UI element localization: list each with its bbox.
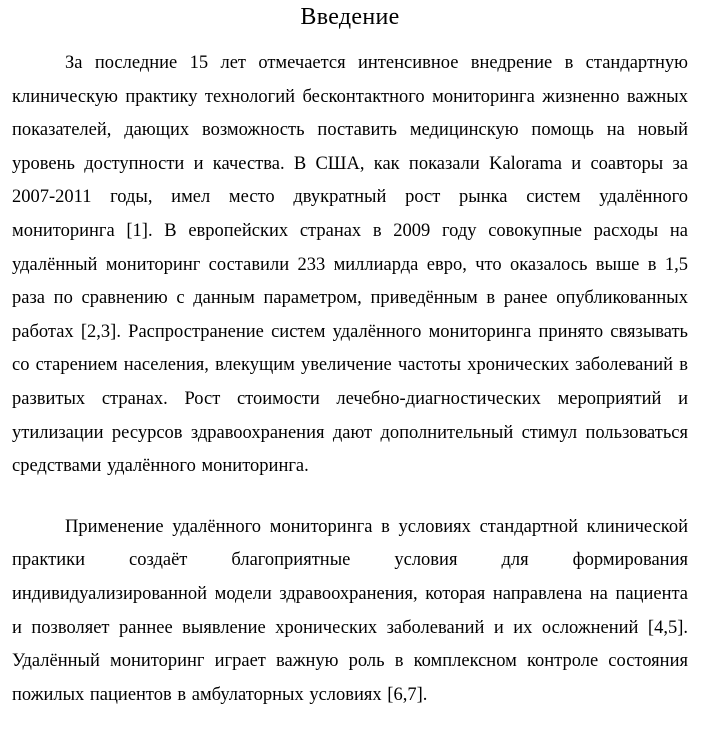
paragraph-2: Применение удалённого мониторинга в условиях стандартной клинической практики создаёт благоприятные условия для формирования индивидуализированной модели здравоохранения, которая направлена на пациента и позволяет раннее выявление хронических заболеваний и их осложнений [4,5]. Удалённый мониторинг играет важную роль в комплексном контроле состояния пожилых пациентов в амбулаторных условиях [6,7].: [12, 516, 688, 705]
section-title: Введение: [300, 4, 400, 30]
paragraph-1: За последние 15 лет отмечается интенсивное внедрение в стандартную клиническую практику технологий бесконтактного мониторинга жизненно важных показателей, дающих возможность поставить медицинскую помощь на новый уровень доступности и качества. В США, как показали Kalorama и соавторы за 2007-2011 годы, имел место двукратный рост рынка систем удалённого мониторинга [1]. В европейских странах в 2009 году совокупные расходы на удалённый мониторинг составили 233 миллиарда евро, что оказалось выше в 1,5 раза по сравнению с данным параметром, приведённым в ранее опубликованных работах [2,3]. Распространение систем удалённого мониторинга принято связывать со старением населения, влекущим увеличение частоты хронических заболеваний в развитых странах. Рост стоимости лечебно-диагностических мероприятий и утилизации ресурсов здравоохранения дают дополнительный стимул пользоваться средствами удалённого мониторинга.: [12, 53, 688, 477]
